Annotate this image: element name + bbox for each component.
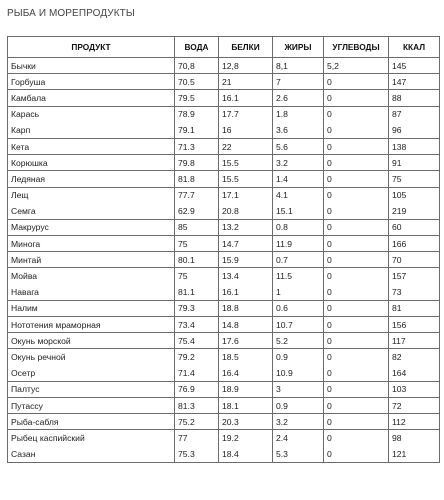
cell-water: 62.9: [175, 203, 219, 219]
cell-water: 80.1: [175, 252, 219, 268]
cell-water: 81.3: [175, 397, 219, 413]
cell-carbs: 0: [324, 203, 389, 219]
cell-kcal: 81: [389, 300, 440, 316]
cell-water: 70,8: [175, 58, 219, 74]
cell-kcal: 96: [389, 122, 440, 138]
cell-product-name: Минтай: [8, 252, 175, 268]
cell-carbs: 0: [324, 122, 389, 138]
column-header-protein: БЕЛКИ: [219, 37, 273, 58]
cell-carbs: 0: [324, 219, 389, 235]
cell-fat: 3: [273, 381, 324, 397]
cell-kcal: 166: [389, 236, 440, 252]
cell-protein: 18.4: [219, 446, 273, 462]
cell-carbs: 0: [324, 171, 389, 187]
table-row: [8, 333, 440, 349]
cell-water: 79.8: [175, 155, 219, 171]
cell-product-name: Окунь морской: [8, 333, 175, 349]
cell-product-name: Семга: [8, 203, 175, 219]
cell-protein: 20.3: [219, 414, 273, 430]
page-title: РЫБА И МОРЕПРОДУКТЫ: [7, 8, 135, 19]
cell-protein: 21: [219, 74, 273, 90]
cell-fat: 2.6: [273, 90, 324, 106]
cell-fat: 5.6: [273, 138, 324, 154]
cell-kcal: 60: [389, 219, 440, 235]
cell-fat: 5.3: [273, 446, 324, 462]
cell-water: 73.4: [175, 317, 219, 333]
table-row: [8, 219, 440, 235]
cell-fat: 0.7: [273, 252, 324, 268]
cell-kcal: 72: [389, 397, 440, 413]
cell-product-name: Палтус: [8, 381, 175, 397]
table-row: [8, 138, 440, 154]
cell-fat: 2.4: [273, 430, 324, 446]
cell-protein: 15.5: [219, 155, 273, 171]
cell-product-name: Лещ: [8, 187, 175, 203]
cell-kcal: 70: [389, 252, 440, 268]
cell-water: 81.1: [175, 284, 219, 300]
cell-product-name: Бычки: [8, 58, 175, 74]
cell-water: 79.2: [175, 349, 219, 365]
cell-protein: 16.1: [219, 90, 273, 106]
table-header-row: [8, 37, 440, 58]
cell-protein: 15.9: [219, 252, 273, 268]
cell-fat: 4.1: [273, 187, 324, 203]
table-body: [8, 58, 440, 463]
cell-product-name: Осетр: [8, 365, 175, 381]
cell-fat: 10.7: [273, 317, 324, 333]
cell-water: 79.5: [175, 90, 219, 106]
table-row: [8, 397, 440, 413]
cell-protein: 16: [219, 122, 273, 138]
cell-kcal: 103: [389, 381, 440, 397]
table-row: [8, 155, 440, 171]
cell-fat: 7: [273, 74, 324, 90]
cell-fat: 3.2: [273, 414, 324, 430]
cell-water: 79.1: [175, 122, 219, 138]
cell-kcal: 138: [389, 138, 440, 154]
cell-fat: 0.9: [273, 349, 324, 365]
nutrition-table: [7, 36, 440, 463]
cell-water: 81.8: [175, 171, 219, 187]
table-row: [8, 381, 440, 397]
cell-protein: 17.6: [219, 333, 273, 349]
cell-kcal: 117: [389, 333, 440, 349]
cell-carbs: 0: [324, 397, 389, 413]
cell-kcal: 88: [389, 90, 440, 106]
cell-protein: 22: [219, 138, 273, 154]
table-row: [8, 349, 440, 365]
cell-fat: 1.4: [273, 171, 324, 187]
cell-water: 75.2: [175, 414, 219, 430]
table-row: [8, 317, 440, 333]
cell-kcal: 164: [389, 365, 440, 381]
cell-fat: 0.6: [273, 300, 324, 316]
table-row: [8, 122, 440, 138]
column-header-kcal: ККАЛ: [389, 37, 440, 58]
table-row: [8, 90, 440, 106]
cell-product-name: Горбуша: [8, 74, 175, 90]
cell-kcal: 219: [389, 203, 440, 219]
table-row: [8, 300, 440, 316]
column-header-carbs: УГЛЕВОДЫ: [324, 37, 389, 58]
cell-carbs: 0: [324, 236, 389, 252]
cell-protein: 20.8: [219, 203, 273, 219]
table-row: [8, 58, 440, 74]
cell-product-name: Камбала: [8, 90, 175, 106]
cell-kcal: 98: [389, 430, 440, 446]
cell-carbs: 0: [324, 430, 389, 446]
cell-fat: 8,1: [273, 58, 324, 74]
cell-protein: 13.2: [219, 219, 273, 235]
cell-protein: 12,8: [219, 58, 273, 74]
cell-carbs: 0: [324, 414, 389, 430]
cell-kcal: 147: [389, 74, 440, 90]
cell-fat: 1: [273, 284, 324, 300]
cell-water: 71.3: [175, 138, 219, 154]
cell-water: 75.3: [175, 446, 219, 462]
table-row: [8, 430, 440, 446]
cell-product-name: Окунь речной: [8, 349, 175, 365]
cell-kcal: 112: [389, 414, 440, 430]
table-row: [8, 252, 440, 268]
cell-water: 71.4: [175, 365, 219, 381]
table-row: [8, 203, 440, 219]
cell-water: 70.5: [175, 74, 219, 90]
cell-carbs: 0: [324, 106, 389, 122]
cell-fat: 11.5: [273, 268, 324, 284]
cell-fat: 11.9: [273, 236, 324, 252]
cell-product-name: Карась: [8, 106, 175, 122]
cell-protein: 13.4: [219, 268, 273, 284]
cell-carbs: 0: [324, 252, 389, 268]
cell-protein: 14.7: [219, 236, 273, 252]
cell-carbs: 0: [324, 138, 389, 154]
cell-fat: 5.2: [273, 333, 324, 349]
cell-protein: 16.4: [219, 365, 273, 381]
cell-product-name: Навага: [8, 284, 175, 300]
table-row: [8, 171, 440, 187]
cell-fat: 0.8: [273, 219, 324, 235]
cell-product-name: Макрурус: [8, 219, 175, 235]
cell-water: 75: [175, 268, 219, 284]
cell-product-name: Рыбец каспийский: [8, 430, 175, 446]
table-row: [8, 365, 440, 381]
cell-product-name: Мойва: [8, 268, 175, 284]
cell-kcal: 87: [389, 106, 440, 122]
cell-carbs: 0: [324, 90, 389, 106]
cell-fat: 3.2: [273, 155, 324, 171]
cell-carbs: 0: [324, 365, 389, 381]
cell-protein: 17.7: [219, 106, 273, 122]
cell-water: 77.7: [175, 187, 219, 203]
cell-product-name: Налим: [8, 300, 175, 316]
table-row: [8, 187, 440, 203]
cell-carbs: 0: [324, 446, 389, 462]
cell-protein: 14.8: [219, 317, 273, 333]
cell-kcal: 105: [389, 187, 440, 203]
cell-carbs: 0: [324, 74, 389, 90]
cell-fat: 1.8: [273, 106, 324, 122]
cell-carbs: 5,2: [324, 58, 389, 74]
cell-carbs: 0: [324, 268, 389, 284]
cell-product-name: Сазан: [8, 446, 175, 462]
cell-kcal: 157: [389, 268, 440, 284]
cell-carbs: 0: [324, 155, 389, 171]
cell-product-name: Ледяная: [8, 171, 175, 187]
cell-product-name: Минога: [8, 236, 175, 252]
table-row: [8, 446, 440, 462]
cell-protein: 18.5: [219, 349, 273, 365]
cell-water: 76.9: [175, 381, 219, 397]
cell-carbs: 0: [324, 317, 389, 333]
cell-product-name: Нототения мраморная: [8, 317, 175, 333]
cell-kcal: 156: [389, 317, 440, 333]
cell-kcal: 82: [389, 349, 440, 365]
cell-protein: 19.2: [219, 430, 273, 446]
cell-water: 77: [175, 430, 219, 446]
cell-water: 75: [175, 236, 219, 252]
column-header-fat: ЖИРЫ: [273, 37, 324, 58]
cell-protein: 18.9: [219, 381, 273, 397]
cell-water: 78.9: [175, 106, 219, 122]
cell-carbs: 0: [324, 381, 389, 397]
cell-carbs: 0: [324, 333, 389, 349]
table-row: [8, 268, 440, 284]
cell-carbs: 0: [324, 284, 389, 300]
cell-water: 85: [175, 219, 219, 235]
cell-water: 79.3: [175, 300, 219, 316]
cell-carbs: 0: [324, 187, 389, 203]
cell-protein: 18.8: [219, 300, 273, 316]
cell-carbs: 0: [324, 349, 389, 365]
cell-fat: 15.1: [273, 203, 324, 219]
cell-protein: 16.1: [219, 284, 273, 300]
table-row: [8, 74, 440, 90]
cell-product-name: Рыба-сабля: [8, 414, 175, 430]
cell-product-name: Кета: [8, 138, 175, 154]
column-header-water: ВОДА: [175, 37, 219, 58]
table-row: [8, 414, 440, 430]
cell-water: 75.4: [175, 333, 219, 349]
cell-kcal: 73: [389, 284, 440, 300]
cell-kcal: 121: [389, 446, 440, 462]
column-header-product: ПРОДУКТ: [8, 37, 175, 58]
table-row: [8, 236, 440, 252]
cell-fat: 0.9: [273, 397, 324, 413]
cell-protein: 18.1: [219, 397, 273, 413]
table-row: [8, 106, 440, 122]
cell-protein: 17.1: [219, 187, 273, 203]
cell-product-name: Корюшка: [8, 155, 175, 171]
cell-fat: 10.9: [273, 365, 324, 381]
cell-product-name: Путассу: [8, 397, 175, 413]
cell-kcal: 75: [389, 171, 440, 187]
cell-protein: 15.5: [219, 171, 273, 187]
cell-product-name: Карп: [8, 122, 175, 138]
cell-fat: 3.6: [273, 122, 324, 138]
table-row: [8, 284, 440, 300]
cell-kcal: 91: [389, 155, 440, 171]
cell-carbs: 0: [324, 300, 389, 316]
cell-kcal: 145: [389, 58, 440, 74]
